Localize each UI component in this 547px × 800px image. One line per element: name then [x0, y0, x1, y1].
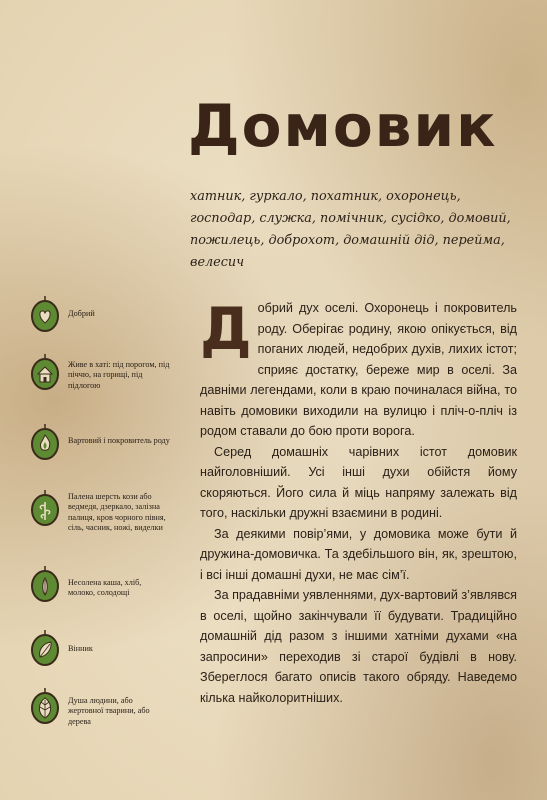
article-body — [200, 295, 518, 708]
house-icon — [30, 354, 60, 390]
drop-cap: Д — [200, 295, 252, 363]
page-title: Домовик — [188, 92, 498, 160]
sidebar-item-label: Добрий — [68, 309, 95, 318]
sidebar-item-label: Вартовий і покровитель роду — [68, 436, 170, 445]
sidebar-item-label: Палена шерсть кози або ведмедя, дзеркало, залізна палиця, кров чорного півня, сіль, часник, ножі, виделки — [68, 492, 166, 533]
paragraph-text: обрий дух оселі. Охоронець і покровитель роду. Оберігає родину, якою опікується, від поганих людей, недобрих духів, лихих істот; сприяє достатку, береже мир в оселі. За давніми легендами, коли в краю починалася війна, то навіть домовики виходили на вулицю і пліч-о-пліч із родом ставали до бою проти ворога. — [200, 301, 517, 438]
sidebar-item-label: Несолена каша, хліб, молоко, солодощі — [68, 578, 142, 598]
paragraph: За прадавніми уявленнями, дух-вартовий з’являвся в оселі, щойно закінчували її будувати. Традиційно домашній дід разом з іншими хатніми духами «на запросини» переходив зі старої будівлі в нову. Збереглося багато описів такого обряду. Наведемо кілька найколоритніших. — [200, 588, 518, 705]
synonyms-list: хатник, гуркало, похатник, охоронець, господар, служка, помічник, сусідко, домовий, пожилець, доброхот, домашній дід, перейма, велесич — [190, 189, 511, 270]
tree-leaf-icon — [30, 688, 60, 724]
paragraph: Серед домашніх чарівних істот домовик найголовніший. Усі інші духи обійстя йому скоряються. Його сила й міць напряму залежать від того, наскільки дружні взаємини в родині. — [200, 444, 517, 520]
paragraph — [200, 295, 517, 442]
leaf-icon — [30, 630, 60, 666]
bowl-icon — [30, 566, 60, 602]
paragraph: За деякими повір’ями, у домовика може бути й дружина-домовичка. Та здебільшого він, як, зрештою, і всі інші домашні духи, не має сім’ї. — [200, 526, 517, 582]
sidebar-item-label: Душа людини, або жертовної тварини, або дерева — [68, 696, 150, 726]
herb-icon — [30, 490, 60, 526]
heart-leaf-icon — [30, 296, 60, 332]
sidebar-item-label: Вінник — [68, 644, 93, 653]
sidebar-item-label: Живе в хаті: під порогом, під піччю, на горищі, під підлогою — [68, 360, 170, 390]
flame-icon — [30, 424, 60, 460]
